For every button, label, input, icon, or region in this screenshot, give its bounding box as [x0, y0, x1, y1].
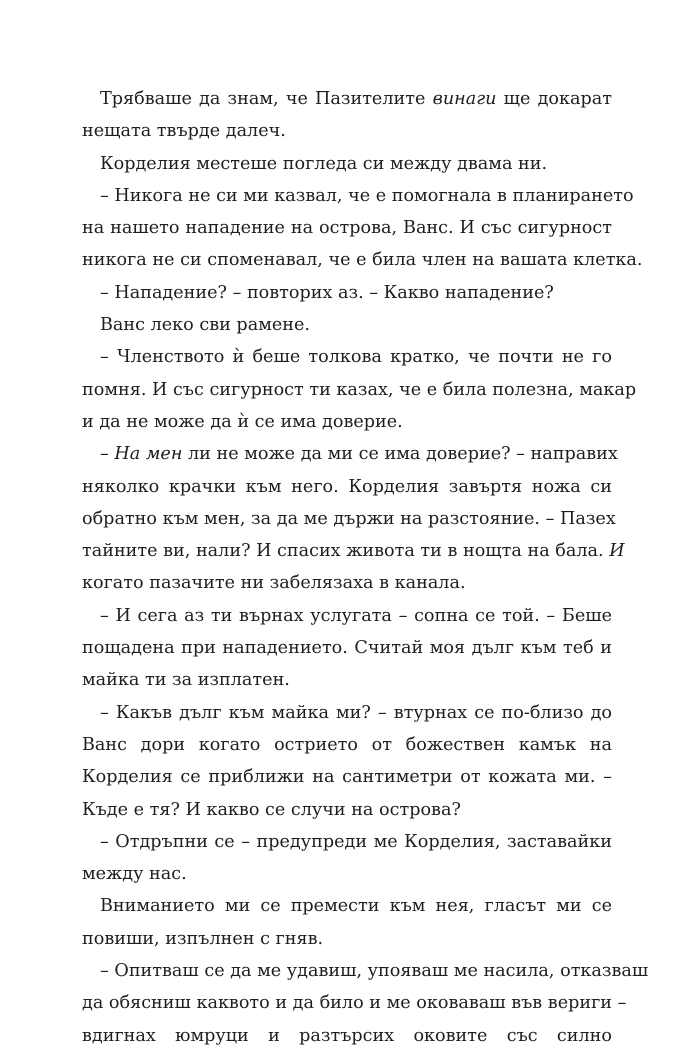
text-line: [100, 277, 612, 309]
text-segment: да обясниш каквото и да било и ме оковаваш във вериги –: [82, 993, 627, 1014]
text-line: [100, 955, 649, 987]
text-line: [100, 83, 612, 115]
text-segment: и да не може да ѝ се има доверие.: [82, 411, 403, 432]
text-line: [82, 115, 612, 147]
text-segment: Къде е тя? И какво се случи на острова?: [82, 799, 461, 820]
text-segment: – Отдръпни се – предупреди ме Корделия, заставайки: [100, 831, 612, 852]
italic-text: И: [609, 541, 625, 562]
text-line: [82, 858, 612, 890]
text-line: [82, 535, 625, 567]
text-line: [82, 729, 612, 761]
text-line: [100, 600, 612, 632]
text-segment: повиши, изпълнен с гняв.: [82, 928, 324, 949]
text-segment: между нас.: [82, 864, 187, 885]
text-segment: Ванс дори когато острието от божествен камък на: [82, 734, 612, 755]
text-line: [100, 148, 612, 180]
text-segment: Трябваше да знам, че Пазителите: [100, 89, 433, 109]
text-line: [82, 1020, 612, 1052]
italic-text: На мен: [114, 444, 183, 465]
text-segment: майка ти за изплатен.: [82, 670, 290, 691]
text-segment: – Какъв дълг към майка ми? – втурнах се по-близо до: [100, 702, 612, 723]
text-segment: – Никога не си ми казвал, че е помогнала в планирането: [100, 185, 634, 206]
text-line: [82, 567, 612, 599]
text-segment: Корделия местеше погледа си между двама ни.: [100, 153, 548, 174]
text-line: [100, 180, 634, 212]
text-line: [82, 503, 616, 535]
text-line: [82, 374, 637, 406]
text-segment: обратно към мен, за да ме държи на разстояние. – Пазех: [82, 508, 616, 529]
text-line: [82, 761, 612, 793]
text-segment: – И сега аз ти върнах услугата – сопна се той. – Беше: [100, 605, 612, 626]
text-line: [100, 438, 618, 470]
text-line: [82, 794, 612, 826]
text-line: [82, 632, 612, 664]
text-segment: на нашето нападение на острова, Ванс. И със сигурност: [82, 218, 612, 239]
text-line: [100, 826, 612, 858]
text-segment: – Нападение? – повторих аз. – Какво нападение?: [100, 282, 554, 303]
text-segment: когато пазачите ни забелязаха в канала.: [82, 573, 466, 594]
text-line: [82, 471, 612, 503]
text-segment: няколко крачки към него. Корделия завъртя ножа си: [82, 476, 612, 497]
text-line: [82, 406, 612, 438]
text-segment: помня. И със сигурност ти казах, че е била полезна, макар: [82, 379, 637, 400]
text-segment: Вниманието ми се премести към нея, гласът ми се: [100, 896, 612, 917]
text-line: [82, 212, 612, 244]
text-segment: Корделия се приближи на сантиметри от кожата ми. –: [82, 767, 612, 788]
text-line: [82, 244, 643, 276]
text-segment: ли не може да ми се има доверие? – направих: [182, 444, 618, 465]
body-text: [82, 83, 649, 1052]
text-line: [100, 890, 612, 922]
text-segment: – Опитваш се да ме удавиш, упояваш ме насила, отказваш: [100, 961, 649, 982]
text-segment: –: [100, 444, 115, 465]
text-line: [100, 309, 612, 341]
text-segment: – Членството ѝ беше толкова кратко, че почти не го: [100, 347, 612, 368]
text-segment: пощадена при нападението. Считай моя дълг към теб и: [82, 638, 612, 659]
text-line: [82, 664, 612, 696]
text-segment: тайните ви, нали? И спасих живота ти в нощта на бала.: [82, 541, 610, 562]
text-segment: никога не си споменавал, че е била член на вашата клетка.: [82, 250, 643, 271]
text-line: [82, 923, 612, 955]
text-line: [100, 341, 612, 373]
text-line: [82, 987, 627, 1019]
text-segment: ще докарат: [496, 89, 612, 109]
italic-text: винаги: [432, 89, 497, 109]
text-segment: Ванс леко сви рамене.: [100, 315, 311, 336]
text-line: [100, 697, 612, 729]
text-segment: нещата твърде далеч.: [82, 121, 286, 142]
text-segment: вдигнах юмруци и разтърсих оковите със силно: [82, 1025, 612, 1046]
